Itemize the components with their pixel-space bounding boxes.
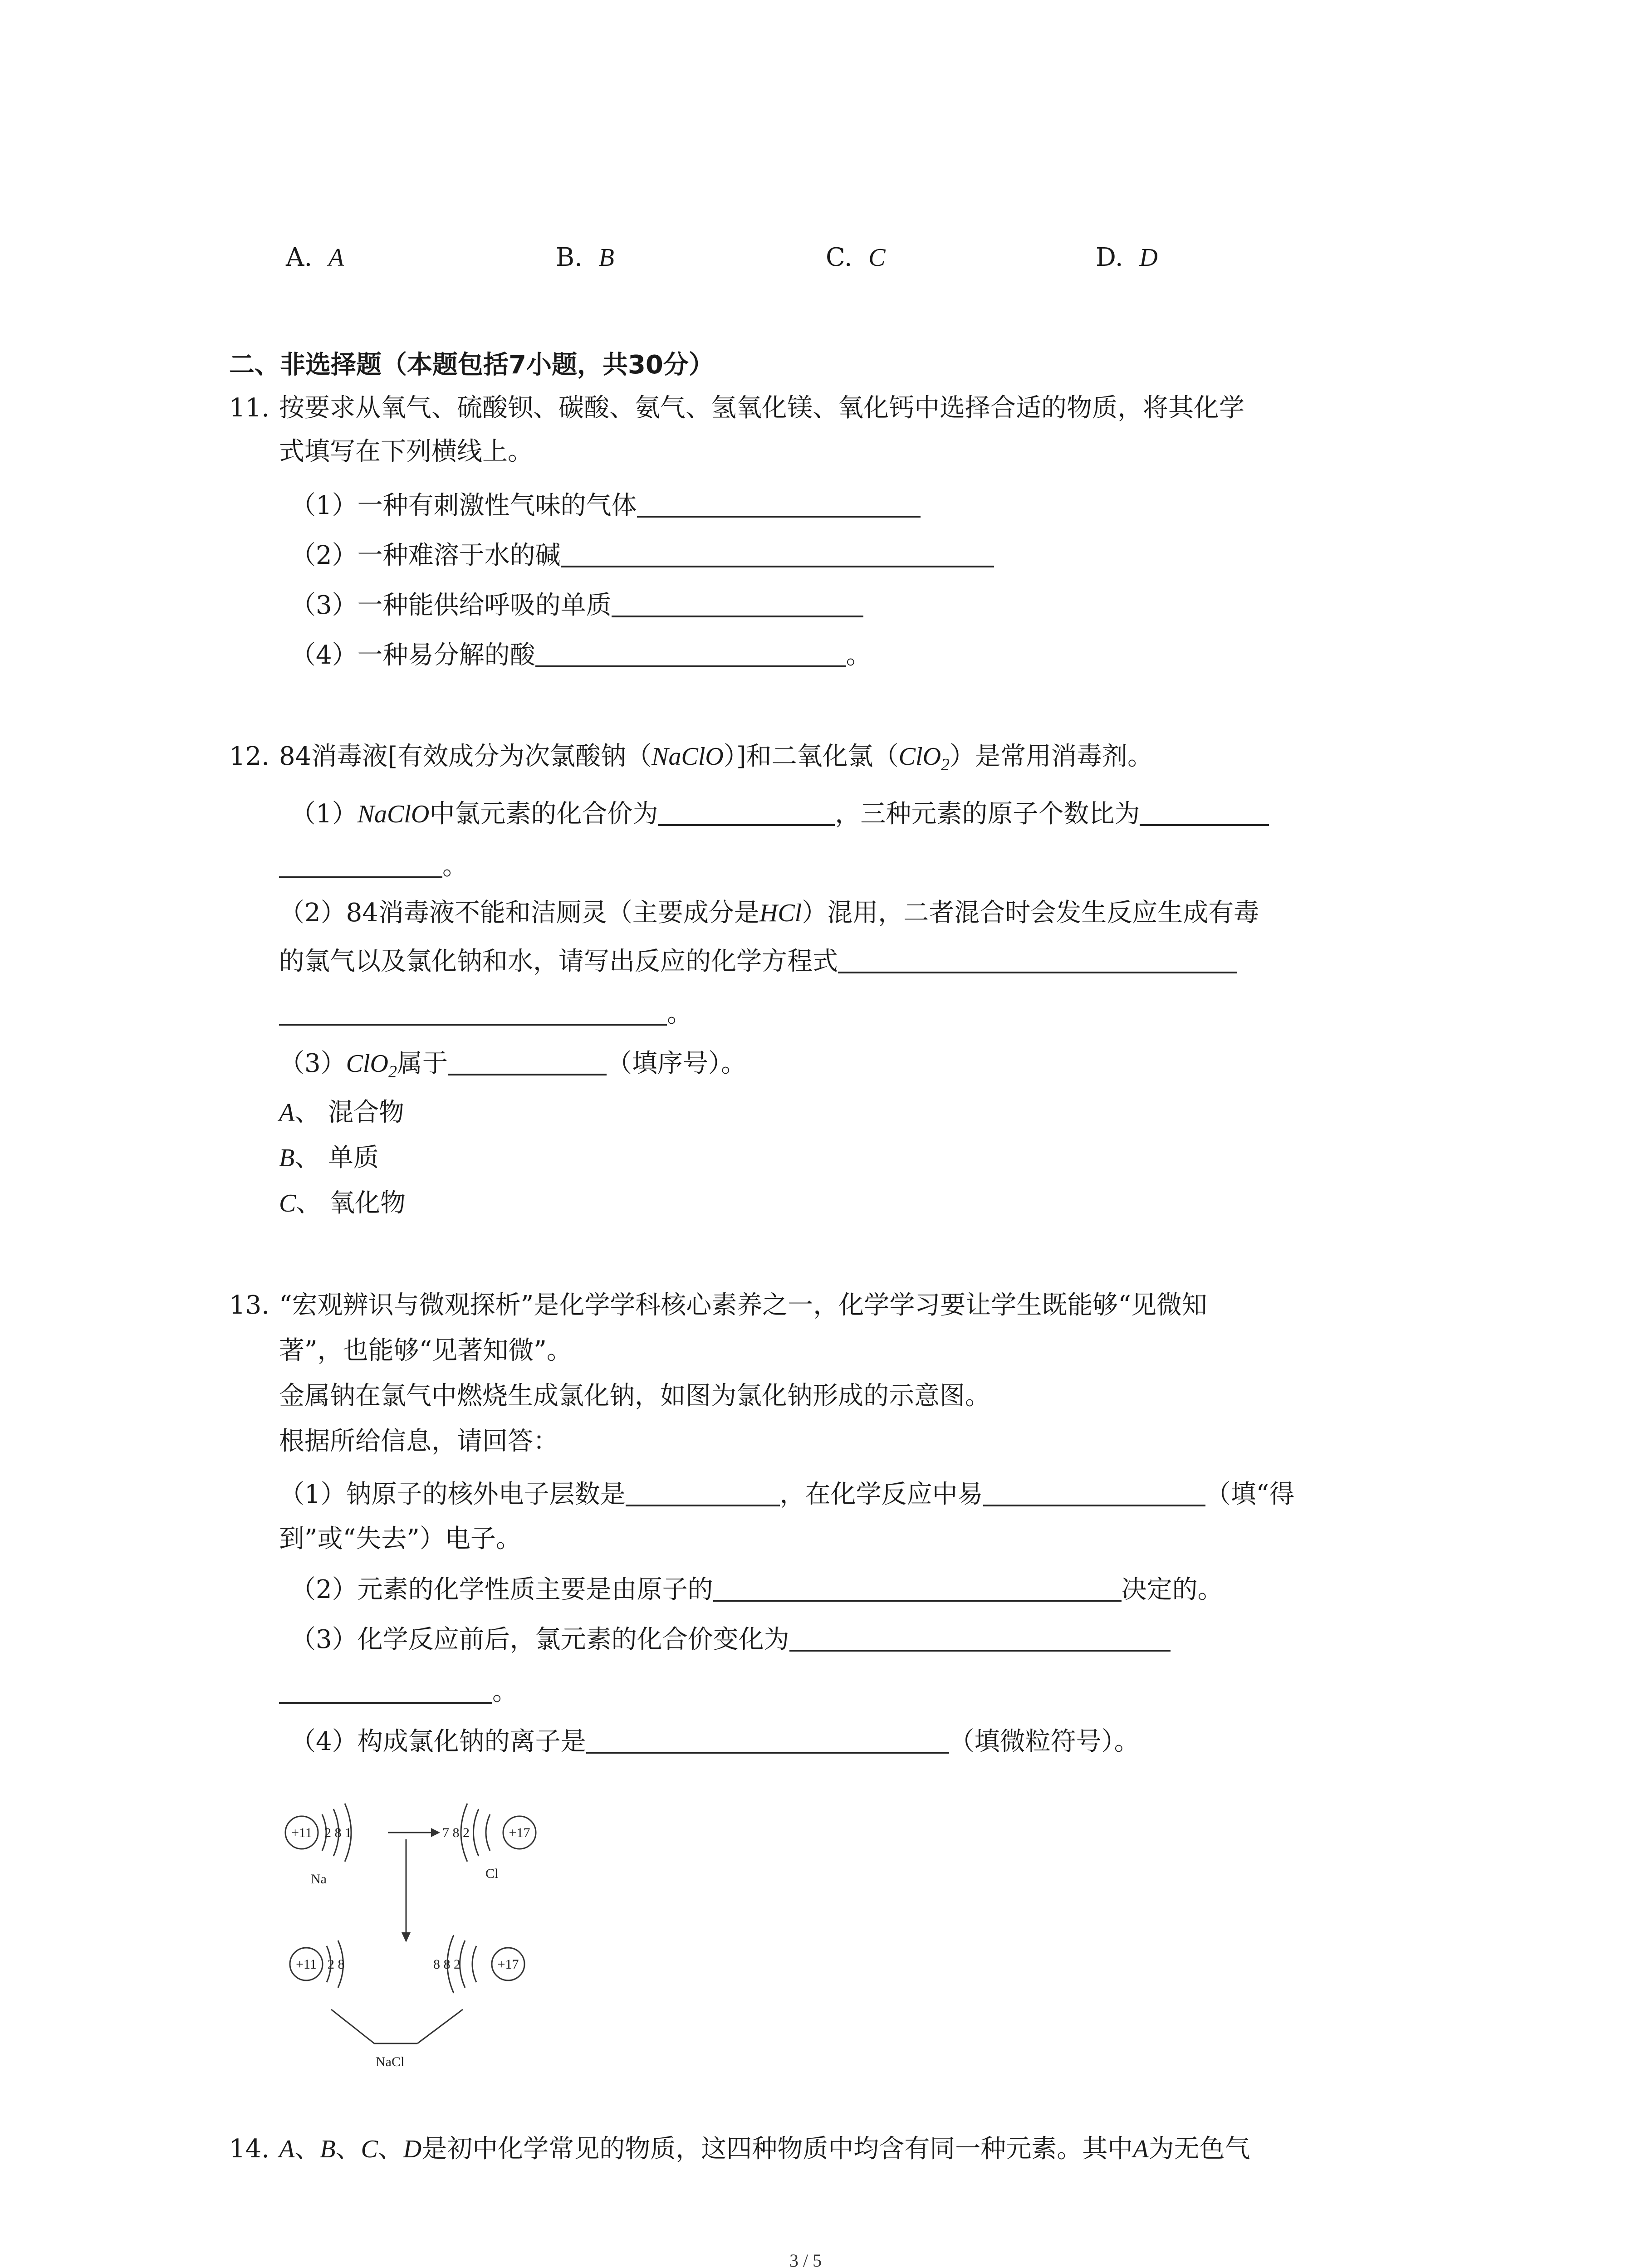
na-ion-nucleus-label: +11 (296, 1957, 317, 1972)
option-a: A. A (286, 243, 344, 272)
answer-blank[interactable] (789, 1626, 1171, 1652)
q11-part1: （1）一种有刺激性气味的气体 (290, 492, 921, 518)
bond-line (331, 2009, 374, 2043)
answer-blank[interactable] (561, 542, 994, 567)
answer-blank[interactable] (838, 948, 1237, 973)
q12-number: 12. (229, 742, 270, 771)
section-title: 二、非选择题（本题包括7小题，共30分） (229, 350, 714, 380)
q11-part4: （4）一种易分解的酸 。 (290, 640, 872, 670)
answer-blank[interactable] (279, 853, 442, 878)
q12-choice-b: B、 单质 (279, 1143, 379, 1173)
answer-blank[interactable] (612, 592, 863, 617)
q13-part2: （2）元素的化学性质主要是由原子的 决定的。 (290, 1575, 1223, 1604)
answer-blank[interactable] (586, 1728, 949, 1754)
na-label: Na (311, 1872, 327, 1887)
q13-part3-cont: 。 (279, 1678, 518, 1705)
answer-blank[interactable] (535, 642, 846, 667)
q13-part3: （3）化学反应前后，氯元素的化合价变化为 (290, 1626, 1171, 1652)
q12-choice-c: C、 氧化物 (279, 1188, 406, 1218)
q13-line3: 金属钠在氯气中燃烧生成氯化钠，如图为氯化钠形成的示意图。 (279, 1381, 990, 1411)
answer-blank[interactable] (279, 1678, 492, 1704)
q11-part3: （3）一种能供给呼吸的单质 (290, 592, 863, 618)
answer-blank[interactable] (279, 1000, 667, 1026)
answer-blank[interactable] (983, 1481, 1205, 1506)
q12-part2-line2: 的氯气以及氯化钠和水，请写出反应的化学方程式 (279, 948, 1237, 974)
cl-ion-nucleus-label: +17 (497, 1957, 519, 1972)
arrow-head (431, 1828, 440, 1837)
q13-part1-line2: 到”或“失去”）电子。 (279, 1524, 521, 1554)
option-d: D. D (1096, 243, 1158, 272)
answer-blank[interactable] (626, 1481, 780, 1506)
q12-stem: 84消毒液[有效成分为次氯酸钠（NaClO）]和二氧化氯（ClO$_2$）是常用消毒剂。 (279, 742, 1153, 775)
na-shells-label: 2 8 1 (324, 1825, 352, 1840)
q12-part3: （3）ClO$_2$属于 （填序号）。 (279, 1049, 746, 1082)
q13-line1: “宏观辨识与微观探析”是化学学科核心素养之一，化学学习要让学生既能够“见微知 (279, 1290, 1207, 1320)
q12-part1-cont: 。 (279, 853, 468, 879)
q14-number: 14. (229, 2134, 270, 2164)
cl-nucleus-label: +17 (509, 1825, 530, 1840)
cl-shell-arc (474, 1809, 479, 1856)
cl-shell-arc (486, 1814, 490, 1851)
answer-blank[interactable] (1140, 801, 1269, 826)
na-nucleus-label: +11 (291, 1825, 312, 1840)
cl-ion-shells-label: 8 8 2 (433, 1957, 460, 1972)
q11-number: 11. (229, 393, 270, 423)
na-ion-shells-label: 2 8 (328, 1957, 345, 1972)
q12-part1: （1）NaClO中氯元素的化合价为 ，三种元素的原子个数比为 (290, 801, 1269, 827)
answer-blank[interactable] (448, 1050, 607, 1075)
answer-blank[interactable] (713, 1576, 1122, 1602)
q13-line4: 根据所给信息，请回答： (279, 1427, 558, 1456)
q13-line2: 著”，也能够“见著知微”。 (279, 1336, 572, 1365)
option-b: B. B (556, 243, 614, 272)
nacl-formation-diagram (272, 1783, 590, 2100)
cl-shells-label: 7 8 2 (442, 1825, 470, 1840)
q12-part2-cont: 。 (279, 1000, 692, 1026)
option-c: C. C (826, 243, 886, 272)
q12-part2-line1: （2）84消毒液不能和洁厕灵（主要成分是HCl）混用，二者混合时会发生反应生成有毒 (279, 898, 1259, 928)
cl-label: Cl (485, 1866, 499, 1881)
q11-stem-line2: 式填写在下列横线上。 (279, 437, 533, 466)
answer-blank[interactable] (658, 801, 835, 826)
cl-ion-shell-arc (472, 1946, 476, 1982)
nacl-label: NaCl (376, 2054, 405, 2069)
q12-choice-a: A、 混合物 (279, 1098, 405, 1127)
q13-number: 13. (229, 1290, 270, 1320)
q13-part4: （4）构成氯化钠的离子是 （填微粒符号）。 (290, 1727, 1140, 1756)
bond-line (417, 2009, 463, 2043)
q11-stem-line1: 按要求从氧气、硫酸钡、碳酸、氨气、氢氧化镁、氧化钙中选择合适的物质，将其化学 (279, 393, 1244, 423)
page-number: 3 / 5 (789, 2250, 822, 2268)
q13-part1: （1）钠原子的核外电子层数是 ，在化学反应中易 （填“得 (279, 1480, 1295, 1509)
cl-ion-shell-arc (460, 1941, 465, 1988)
answer-blank[interactable] (637, 492, 921, 518)
q14-stem: A、B、C、D是初中化学常见的物质，这四种物质中均含有同一种元素。其中A为无色气 (279, 2134, 1250, 2164)
q11-part2: （2）一种难溶于水的碱 (290, 542, 994, 568)
arrow-head (402, 1932, 411, 1942)
